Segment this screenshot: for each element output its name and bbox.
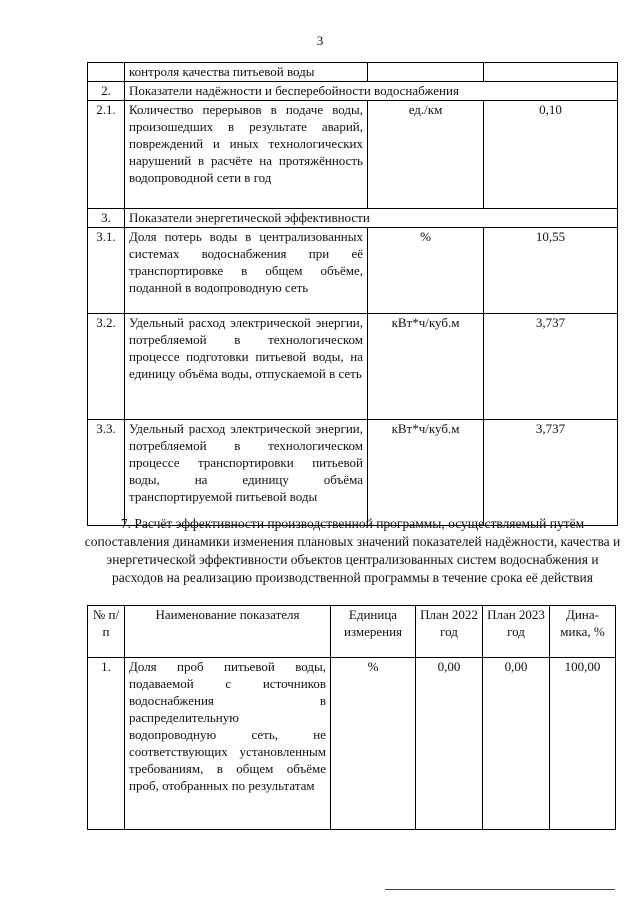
value: 0,10 bbox=[484, 101, 618, 209]
indicator-name: Количество перерывов в подаче воды, произошедших в результате аварий, повреждений и иных технологических нарушений в расчёте на протяжённость водопроводной сети в год bbox=[125, 101, 368, 209]
indicators-table bbox=[87, 62, 618, 526]
value: 3,737 bbox=[484, 420, 618, 526]
table-row bbox=[88, 228, 618, 314]
header-num: № п/п bbox=[88, 606, 125, 658]
header-plan-2023: План 2023 год bbox=[483, 606, 550, 658]
indicator-name: Доля проб питьевой воды, подаваемой с источников водоснабжения в распределительную водопроводную сеть, не соответствующих установленным требованиям, в общем объёме проб, отобранных по результатам bbox=[125, 658, 331, 830]
table-row bbox=[88, 314, 618, 420]
header-unit: Единица измерения bbox=[331, 606, 416, 658]
table-header-row bbox=[88, 606, 616, 658]
row-number: 3.2. bbox=[88, 314, 125, 420]
footer-divider bbox=[385, 889, 615, 890]
section-row bbox=[88, 209, 618, 228]
unit: кВт*ч/куб.м bbox=[368, 314, 484, 420]
table-row bbox=[88, 420, 618, 526]
section-number: 3. bbox=[88, 209, 125, 228]
value: 3,737 bbox=[484, 314, 618, 420]
header-plan-2022: План 2022 год bbox=[416, 606, 483, 658]
page-number: 3 bbox=[316, 33, 324, 48]
unit: % bbox=[331, 658, 416, 830]
dynamics-value: 100,00 bbox=[550, 658, 616, 830]
indicator-name: Удельный расход электрической энергии, потребляемой в технологическом процессе подготовки питьевой воды, на единицу объёма воды, отпускаемой в сеть bbox=[125, 314, 368, 420]
row-number: 3.1. bbox=[88, 228, 125, 314]
table-row bbox=[88, 101, 618, 209]
section-7-title: 7. Расчёт эффективности производственной программы, осуществляемый путём сопоставления динамики изменения плановых значений показателей надёжности, качества и энергетической эффективности объектов централизованных систем водоснабжения и расходов на реализацию производственной программы в течение срока её действия bbox=[84, 516, 621, 585]
section-title: Показатели энергетической эффективности bbox=[125, 209, 618, 228]
table-row bbox=[88, 63, 618, 82]
header-name: Наименование показателя bbox=[125, 606, 331, 658]
efficiency-table bbox=[87, 605, 616, 830]
section-row bbox=[88, 82, 618, 101]
value: 10,55 bbox=[484, 228, 618, 314]
row-number: 1. bbox=[88, 658, 125, 830]
unit: кВт*ч/куб.м bbox=[368, 420, 484, 526]
section-title: Показатели надёжности и бесперебойности водоснабжения bbox=[125, 82, 618, 101]
table-row bbox=[88, 658, 616, 830]
plan-2023-value: 0,00 bbox=[483, 658, 550, 830]
indicator-name: Доля потерь воды в централизованных системах водоснабжения при её транспортировке в общем объёме, поданной в водопроводную сеть bbox=[125, 228, 368, 314]
row-number: 3.3. bbox=[88, 420, 125, 526]
indicator-name: Удельный расход электрической энергии, потребляемой в технологическом процессе транспортировки питьевой воды, на единицу объёма транспортируемой питьевой воды bbox=[125, 420, 368, 526]
header-dynamics: Дина-мика, % bbox=[550, 606, 616, 658]
section-number: 2. bbox=[88, 82, 125, 101]
indicator-name: контроля качества питьевой воды bbox=[125, 63, 368, 82]
plan-2022-value: 0,00 bbox=[416, 658, 483, 830]
unit: % bbox=[368, 228, 484, 314]
unit: ед./км bbox=[368, 101, 484, 209]
row-number: 2.1. bbox=[88, 101, 125, 209]
